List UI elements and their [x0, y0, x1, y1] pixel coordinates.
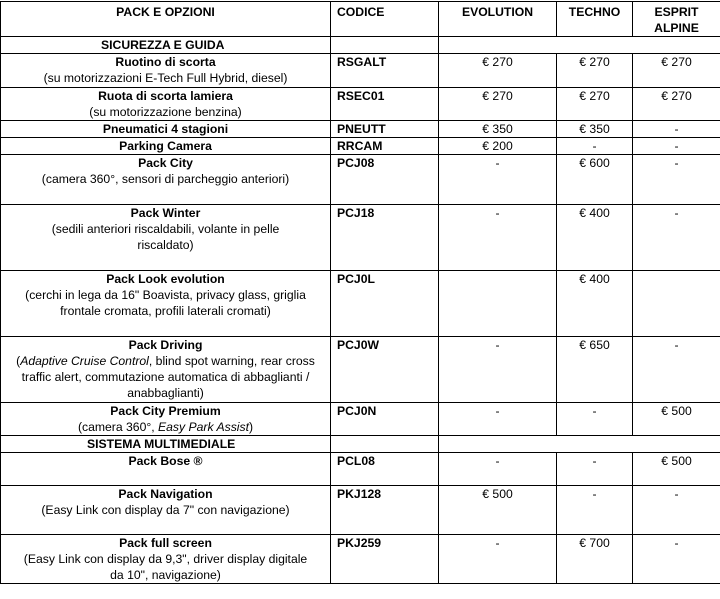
price-evolution: -	[439, 205, 557, 271]
price-techno: € 600	[557, 155, 633, 205]
price-evolution: -	[439, 337, 557, 403]
header-codice: CODICE	[331, 2, 439, 37]
pack-desc: (Easy Link con display da 9,3", driver display digitale da 10", navigazione)	[4, 551, 327, 583]
price-evolution: -	[439, 535, 557, 584]
pack-name: Pack Winter	[4, 205, 327, 221]
pack-code: PCJ0N	[331, 403, 439, 436]
table-row	[1, 337, 720, 403]
price-evolution: -	[439, 403, 557, 436]
pack-name: Ruota di scorta lamiera	[4, 88, 327, 104]
price-techno: -	[557, 453, 633, 486]
table-row	[1, 88, 720, 121]
table-row	[1, 486, 720, 535]
options-table	[0, 1, 720, 584]
price-techno: € 270	[557, 54, 633, 88]
pack-name: Pack Look evolution	[4, 271, 327, 287]
pack-name: Pack Navigation	[4, 486, 327, 502]
pack-name: Pneumatici 4 stagioni	[4, 121, 327, 137]
price-evolution: -	[439, 155, 557, 205]
pack-desc: (su motorizzazioni E-Tech Full Hybrid, diesel)	[4, 70, 327, 86]
pack-desc-italic: Easy Park Assist	[158, 420, 249, 434]
price-esprit: -	[633, 535, 720, 584]
pack-name: Pack City	[4, 155, 327, 171]
pack-code: PCJ0L	[331, 271, 439, 337]
price-evolution: € 200	[439, 138, 557, 155]
price-techno: -	[557, 403, 633, 436]
price-esprit: -	[633, 121, 720, 138]
pack-desc: (sedili anteriori riscaldabili, volante in pelle riscaldato)	[4, 221, 327, 253]
pack-name: Ruotino di scorta	[4, 54, 327, 70]
pack-desc-start: (camera 360°,	[78, 420, 158, 434]
table-row	[1, 403, 720, 436]
pack-name: Pack Bose ®	[4, 453, 327, 469]
price-esprit: -	[633, 138, 720, 155]
pack-desc	[4, 419, 327, 435]
price-evolution: € 270	[439, 88, 557, 121]
header-evolution: EVOLUTION	[439, 2, 557, 37]
table-row	[1, 535, 720, 584]
price-esprit: € 500	[633, 453, 720, 486]
table-row	[1, 138, 720, 155]
header-esprit: ESPRIT ALPINE	[633, 2, 720, 37]
price-techno: -	[557, 486, 633, 535]
price-esprit: -	[633, 486, 720, 535]
pack-name: Parking Camera	[4, 138, 327, 154]
price-esprit: -	[633, 155, 720, 205]
table-row	[1, 205, 720, 271]
pack-desc-rest: , blind spot warning, rear cross traffic alert, commutazione automatica di abbaglianti / anabbaglianti)	[22, 354, 315, 400]
price-techno: € 400	[557, 271, 633, 337]
price-evolution: € 350	[439, 121, 557, 138]
price-techno: € 270	[557, 88, 633, 121]
pack-code: RRCAM	[331, 138, 439, 155]
pack-code: PCJ18	[331, 205, 439, 271]
price-esprit: € 270	[633, 88, 720, 121]
pack-desc: (Easy Link con display da 7" con navigazione)	[4, 502, 327, 518]
pack-code: PCJ08	[331, 155, 439, 205]
price-evolution: € 500	[439, 486, 557, 535]
pack-desc: (su motorizzazione benzina)	[4, 104, 327, 120]
section-title: SICUREZZA E GUIDA	[1, 37, 331, 54]
header-techno: TECHNO	[557, 2, 633, 37]
pack-code: PCJ0W	[331, 337, 439, 403]
pack-desc: (Adaptive Cruise Control, blind spot warning, rear cross traffic alert, commutazione automatica di abbaglianti / anabbaglianti)	[4, 353, 327, 401]
pack-desc: (cerchi in lega da 16" Boavista, privacy glass, griglia frontale cromata, profili laterali cromati)	[4, 287, 327, 319]
table-row	[1, 121, 720, 138]
price-esprit: € 270	[633, 54, 720, 88]
pack-code: PKJ128	[331, 486, 439, 535]
price-techno: -	[557, 138, 633, 155]
pack-code: PCL08	[331, 453, 439, 486]
pack-desc-end: )	[249, 420, 253, 434]
pack-desc-italic: Adaptive Cruise Control	[20, 354, 149, 368]
section-title: SISTEMA MULTIMEDIALE	[1, 436, 331, 453]
price-esprit: -	[633, 205, 720, 271]
price-techno: € 350	[557, 121, 633, 138]
table-row	[1, 155, 720, 205]
price-techno: € 650	[557, 337, 633, 403]
table-row	[1, 54, 720, 88]
pack-name: Pack City Premium	[4, 403, 327, 419]
section-row	[1, 436, 720, 453]
pack-name: Pack Driving	[4, 337, 327, 353]
header-row	[1, 2, 720, 37]
section-row	[1, 37, 720, 54]
price-evolution	[439, 271, 557, 337]
header-pack: PACK E OPZIONI	[1, 2, 331, 37]
price-techno: € 400	[557, 205, 633, 271]
pack-code: RSGALT	[331, 54, 439, 88]
price-esprit: -	[633, 337, 720, 403]
table-row	[1, 271, 720, 337]
pack-name: Pack full screen	[4, 535, 327, 551]
table-row	[1, 453, 720, 486]
pack-code: PKJ259	[331, 535, 439, 584]
pack-code: PNEUTT	[331, 121, 439, 138]
pack-desc: (camera 360°, sensori di parcheggio anteriori)	[4, 171, 327, 187]
price-techno: € 700	[557, 535, 633, 584]
price-evolution: -	[439, 453, 557, 486]
price-evolution: € 270	[439, 54, 557, 88]
pack-code: RSEC01	[331, 88, 439, 121]
price-esprit	[633, 271, 720, 337]
price-esprit: € 500	[633, 403, 720, 436]
